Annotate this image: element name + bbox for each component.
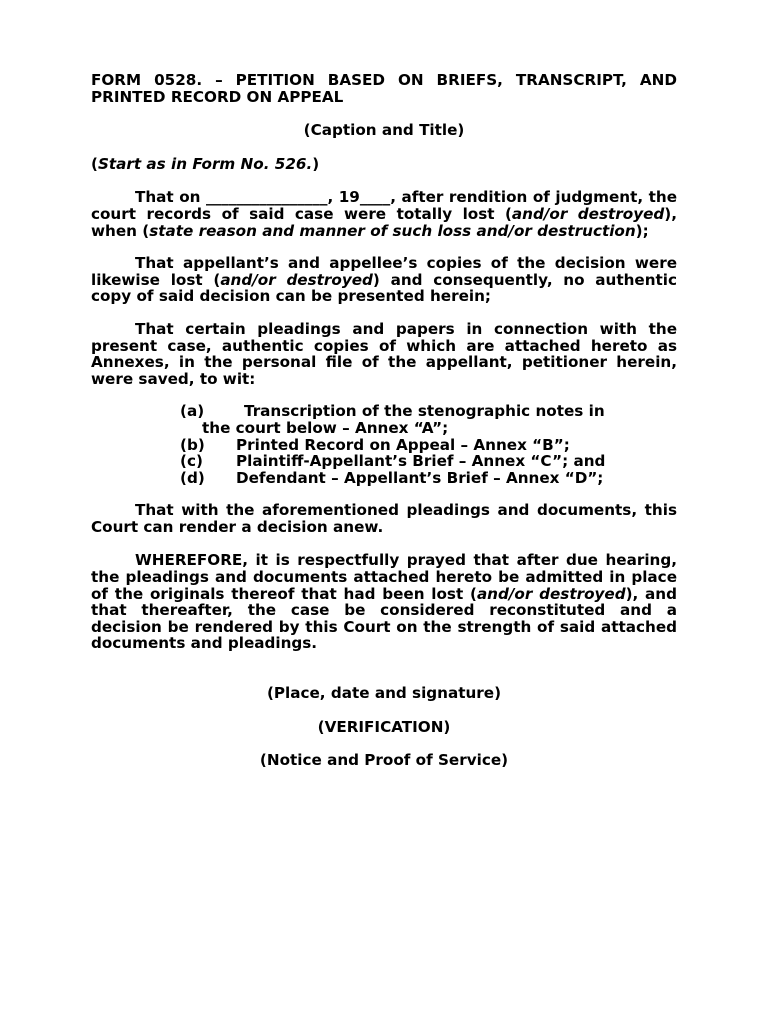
paragraph-pleadings-saved: That certain pleadings and papers in connection with the present case, authentic copies of which are attached hereto as Annexes, in the personal file of the appellant, petitioner herein, were saved, to wit: (91, 319, 677, 388)
para1-text-a: That on ________________, 19____, after rendition of judgment, the court records of said case were totally lost ( (91, 188, 677, 223)
para5-text-c: ), and that thereafter, the case be considered reconstituted and a decision be rendered by this Court on the strength of said attached documents and pleadings. (91, 584, 677, 653)
paragraph-render-decision: That with the aforementioned pleadings and documents, this Court can render a decision anew. (91, 501, 677, 536)
document-page (91, 68, 677, 769)
start-instruction (91, 156, 677, 173)
para5-italic-b: and/or destroyed (476, 584, 626, 603)
para2-italic-b: and/or destroyed (220, 270, 373, 289)
paragraph-records-lost (91, 189, 677, 239)
para1-text-c: ), when ( (91, 204, 677, 240)
list-item (180, 453, 677, 470)
paragraph-copies-lost (91, 255, 677, 305)
annex-text: Defendant – Appellant’s Brief – Annex “D”; (236, 468, 604, 487)
para2-text-a: That appellant’s and appellee’s copies of the decision were likewise lost ( (91, 254, 677, 289)
para1-italic-d: state reason and manner of such loss and/or destruction (149, 221, 636, 240)
paragraph-wherefore (91, 552, 677, 652)
caption-and-title: (Caption and Title) (303, 121, 465, 140)
notice-proof-of-service: (Notice and Proof of Service) (259, 751, 509, 770)
annex-text: Plaintiff-Appellant’s Brief – Annex “C”; and (236, 452, 606, 471)
list-item (180, 437, 677, 454)
annex-letter: (b) (180, 435, 205, 454)
list-item (180, 470, 677, 487)
annex-letter: (a) (180, 402, 205, 421)
annex-letter: (d) (180, 468, 205, 487)
list-item (180, 403, 677, 436)
form-title: FORM 0528. – PETITION BASED ON BRIEFS, TRANSCRIPT, AND PRINTED RECORD ON APPEAL (91, 71, 677, 106)
verification-heading: (VERIFICATION) (317, 717, 451, 736)
para1-italic-b: and/or destroyed (511, 204, 665, 223)
annex-list (180, 403, 677, 486)
annex-text: Printed Record on Appeal – Annex “B”; (236, 435, 570, 454)
start-open: ( (91, 154, 98, 173)
annex-text: Transcription of the stenographic notes in (244, 402, 605, 421)
annex-text-continued: the court below – Annex “A”; (202, 418, 449, 437)
para1-text-e: ); (635, 221, 649, 240)
para5-text-a: WHEREFORE, it is respectfully prayed that after due hearing, the pleadings and documents attached hereto be admitted in place of the originals thereof that had been lost ( (91, 551, 677, 603)
annex-letter: (c) (180, 452, 203, 471)
place-date-signature: (Place, date and signature) (266, 684, 502, 703)
start-italic: Start as in Form No. 526. (97, 154, 313, 173)
para2-text-c: ) and consequently, no authentic copy of said decision can be presented herein; (91, 270, 677, 306)
start-close: ) (312, 154, 320, 173)
